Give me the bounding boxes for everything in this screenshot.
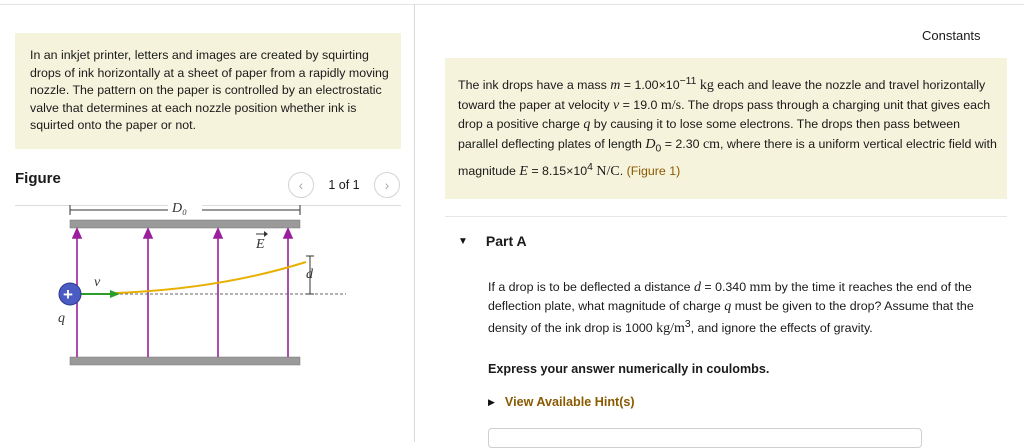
problem-text: each and leave the nozzle and travel horizontally toward the paper at velocity xyxy=(458,78,986,112)
field-label: E xyxy=(256,237,265,252)
drop-trajectory xyxy=(116,262,306,293)
part-a-title: Part A xyxy=(485,233,527,249)
charge-label: q xyxy=(58,311,65,326)
intro-text: In an inkjet printer, letters and images are created by squirting drops of ink horizontally at a sheet of paper from a rapidly moving nozzle. The pattern on the paper is controlled by an electrostatic valve that determines at each nozzle position whether ink is squirted onto the paper or not. xyxy=(30,48,389,132)
field-value: = 8.15×10 xyxy=(527,163,588,178)
question-text: , and ignore the effects of gravity. xyxy=(690,321,873,336)
drop-plus-sign: + xyxy=(63,285,73,304)
answer-box[interactable] xyxy=(488,428,922,448)
plate-length-unit: cm xyxy=(702,136,721,152)
deflection-symbol: d xyxy=(693,280,701,295)
figure-link[interactable]: (Figure 1) xyxy=(626,163,681,178)
mass-symbol: m xyxy=(610,78,621,94)
prev-figure-button[interactable] xyxy=(288,172,314,198)
field-exponent: 4 xyxy=(587,161,593,173)
deflection-label: d xyxy=(306,267,313,282)
chevron-right-icon: › xyxy=(384,177,390,193)
section-rule xyxy=(445,216,1007,217)
velocity-value: = 19.0 xyxy=(619,97,661,112)
problem-text: , where there is a uniform vertical electric field with magnitude xyxy=(458,136,997,178)
collapse-triangle-icon: ▼ xyxy=(458,235,468,247)
velocity-label: v xyxy=(94,275,101,290)
figure-page-count: 1 of 1 xyxy=(328,178,360,192)
mass-value: = 1.00×10 xyxy=(620,78,680,93)
bottom-plate xyxy=(70,357,300,365)
velocity-unit: m/s xyxy=(660,97,682,113)
figure-heading: Figure xyxy=(15,170,61,187)
problem-text: . xyxy=(619,163,627,178)
deflection-diagram xyxy=(30,196,360,376)
chevron-left-icon: ‹ xyxy=(298,177,304,193)
problem-text: The ink drops have a mass xyxy=(458,78,611,93)
problem-statement xyxy=(445,58,1007,199)
plate-length-subscript: 0 xyxy=(655,143,662,155)
field-symbol: E xyxy=(519,163,528,179)
expand-triangle-icon: ▶ xyxy=(488,396,495,407)
question-text: If a drop is to be deflected a distance xyxy=(488,280,694,294)
problem-text: . The drops pass through a charging unit that gives each drop a positive charge xyxy=(458,97,991,132)
column-divider xyxy=(414,4,415,442)
part-a-question xyxy=(488,278,1008,338)
part-a-toggle[interactable] xyxy=(458,233,527,249)
constants-link[interactable]: Constants xyxy=(922,28,981,43)
charge-symbol: q xyxy=(724,299,732,314)
question-text: by the time it reaches the end of the deflection plate, what magnitude of charge xyxy=(488,280,972,313)
field-unit: N/C xyxy=(596,163,620,179)
mass-unit: kg xyxy=(696,78,714,94)
figure-pager xyxy=(288,172,400,198)
view-hints-toggle[interactable] xyxy=(488,395,635,409)
velocity-symbol: v xyxy=(612,97,620,113)
question-text: must be given to the drop? Assume that the density of the ink drop is 1000 xyxy=(488,299,974,336)
top-plate xyxy=(70,220,300,228)
next-figure-button[interactable] xyxy=(374,172,400,198)
answer-instruction: Express your answer numerically in coulombs. xyxy=(488,362,770,376)
intro-panel xyxy=(15,33,401,149)
density-unit: kg/m xyxy=(656,321,685,337)
hints-label: View Available Hint(s) xyxy=(504,395,635,409)
plate-length-value: = 2.30 xyxy=(661,136,703,151)
deflection-value: = 0.340 xyxy=(700,280,750,294)
problem-text: by causing it to lose some electrons. The drops then pass between parallel deflecting plates of length xyxy=(458,117,960,151)
length-label: D₀ xyxy=(172,201,187,216)
density-exponent: 3 xyxy=(684,319,691,330)
mass-exponent: −11 xyxy=(679,76,697,87)
plate-length-symbol: D xyxy=(645,136,656,152)
top-rule xyxy=(0,4,1024,5)
deflection-unit: mm xyxy=(749,280,772,295)
charge-symbol: q xyxy=(583,117,591,133)
